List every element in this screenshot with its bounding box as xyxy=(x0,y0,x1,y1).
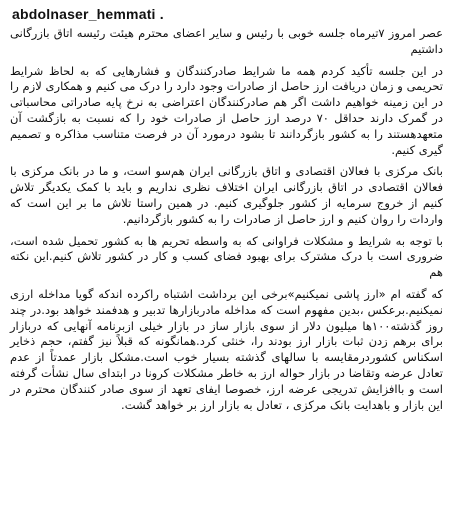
caption-paragraph-1: عصر امروز ۷تیرماه جلسه خوبی با رئیس و سایر اعضای محترم هیئت رئیسه اتاق بازرگانی داشتیم xyxy=(10,26,443,56)
caption-paragraph-5: که گفته ام «ارز پاشی نمیکنیم»برخی این برداشت اشتباه راکرده اندکه گویا مداخله ارزی نمیکنیم.برعکس ،بدین مفهوم است که مداخله مادربازارها تدبیر و هدفمند خواهد بود.در چند روز گذشته۱۰۰ها میلیون دلار از سوی بازار ساز در بازار خیلی ازبرنامه آنهایی که دربازار برای برهم زدن ثبات بازار ارز بودند را، خنثی کرد.همانگونه که قبلاً نیز گفتم، حجم ذخایر اسکناس کشوردرمقایسه با سالهای گذشته بسیار خوب است.مشکل بازار عمدتاً از عدم تعادل عرضه وتقاضا در بازار حواله ارز به خاطر مشکلات کرونا در ابتدای سال نشأت گرفته است و باافزایش تدریجی عرضه ارز، خصوصا ایفای تعهد از سوی صادر کنندگان محترم در این بازار و باهدایت بانک مرکزی ، تعادل به بازار ارز بر خواهد گشت. xyxy=(10,286,443,412)
post-username[interactable]: abdolnaser_hemmati . xyxy=(12,6,164,22)
post-caption xyxy=(10,26,443,413)
caption-paragraph-2: در این جلسه تأکید کردم همه ما شرایط صادرکنندگان و فشارهایی که به لحاظ شرایط تحریمی و زمان دریافت ارز حاصل از صادرات وجود دارد را درک می کنیم و همکاری لازم را در این زمینه خواهیم داشت اگر هم صادرکنندگان اعتراضی به نرخ پایه صادراتی محاسباتی در گمرک دارند حداقل ۷۰ درصد ارز حاصل از صادرات خود را که نسبت به بازگشت آن متعهدهستند را به کشور بازگردانند تا بشود درمورد آن در فرصت متناسب مذاکره و تصمیم گیری کنیم. xyxy=(10,63,443,157)
caption-paragraph-4: با توجه به شرایط و مشکلات فراوانی که به واسطه تحریم ها به کشور تحمیل شده است، ضروری است با درک مشترک برای بهبود فضای کسب و کار در کشور تلاش کنیم.این نکته هم xyxy=(10,233,443,280)
caption-paragraph-3: بانک مرکزی با فعالان اقتصادی و اتاق بازرگانی ایران هم‌سو است، و ما در بانک مرکزی با فعالان اقتصادی در اتاق بازرگانی ایران اختلاف نظری نداریم و باید با کمک یکدیگر تلاش کنیم از خروج سرمایه از کشور جلوگیری کنیم. در همین راستا تلاش ما بر این است که واردات را روان کنیم و ارز حاصل از صادرات را به کشور بازگردانیم. xyxy=(10,164,443,226)
